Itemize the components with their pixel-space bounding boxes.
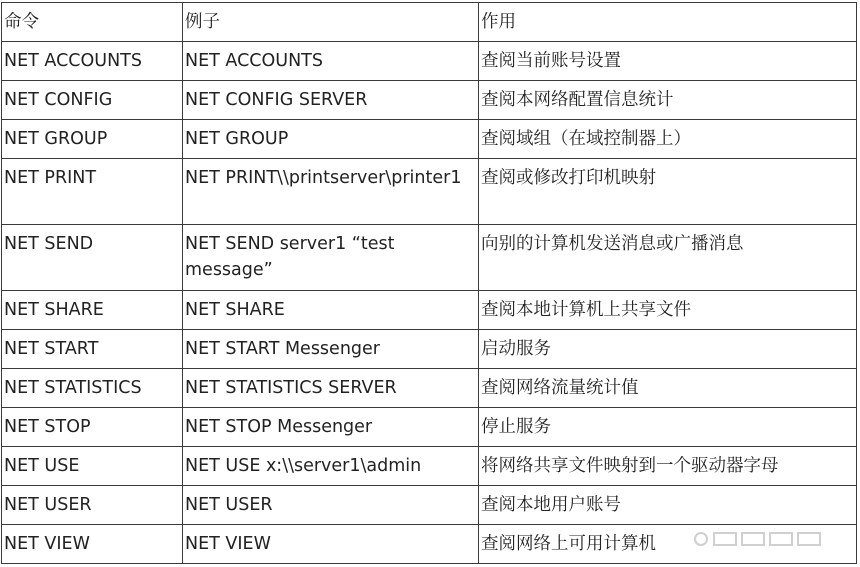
cell-purpose: 查阅本地用户账号 [479,486,857,525]
cell-command: NET USER [2,486,183,525]
table-row [2,330,857,369]
cell-example: NET GROUP [183,120,479,159]
cell-command: NET SEND [2,225,183,291]
cell-example: NET USER [183,486,479,525]
header-command: 命令 [2,3,183,42]
table-row [2,447,857,486]
cell-purpose: 查阅域组（在域控制器上） [479,120,857,159]
cell-purpose: 将网络共享文件映射到一个驱动器字母 [479,447,857,486]
cell-command: NET USE [2,447,183,486]
cell-example: NET CONFIG SERVER [183,81,479,120]
cell-command: NET STATISTICS [2,369,183,408]
cell-purpose: 查阅网络流量统计值 [479,369,857,408]
cell-purpose: 查阅网络上可用计算机 [479,525,857,564]
table-header-row [2,3,857,42]
cell-command: NET PRINT [2,159,183,225]
cell-command: NET GROUP [2,120,183,159]
table-row [2,486,857,525]
table-row [2,408,857,447]
cell-command: NET STOP [2,408,183,447]
cell-example: NET ACCOUNTS [183,42,479,81]
watermark-logo-icon [692,530,832,548]
table-row [2,81,857,120]
watermark [682,525,842,553]
cell-purpose: 查阅或修改打印机映射 [479,159,857,225]
cell-example: NET SEND server1 “test message” [183,225,479,291]
cell-example: NET START Messenger [183,330,479,369]
cell-command: NET VIEW [2,525,183,564]
table-row [2,159,857,225]
cell-purpose: 启动服务 [479,330,857,369]
cell-command: NET CONFIG [2,81,183,120]
header-example: 例子 [183,3,479,42]
cell-purpose: 向别的计算机发送消息或广播消息 [479,225,857,291]
cell-purpose: 查阅本网络配置信息统计 [479,81,857,120]
cell-purpose: 查阅本地计算机上共享文件 [479,291,857,330]
cell-example: NET SHARE [183,291,479,330]
cell-command: NET SHARE [2,291,183,330]
cell-example: NET PRINT\\printserver\printer1 [183,159,479,225]
cell-example: NET USE x:\\server1\admin [183,447,479,486]
cell-example: NET STATISTICS SERVER [183,369,479,408]
cell-purpose: 查阅当前账号设置 [479,42,857,81]
cell-purpose: 停止服务 [479,408,857,447]
table-row [2,291,857,330]
table-row [2,120,857,159]
table-row [2,369,857,408]
table-row [2,42,857,81]
cell-command: NET ACCOUNTS [2,42,183,81]
cell-example: NET STOP Messenger [183,408,479,447]
cell-command: NET START [2,330,183,369]
net-commands-table [1,2,857,564]
table-row [2,225,857,291]
cell-example: NET VIEW [183,525,479,564]
header-purpose: 作用 [479,3,857,42]
